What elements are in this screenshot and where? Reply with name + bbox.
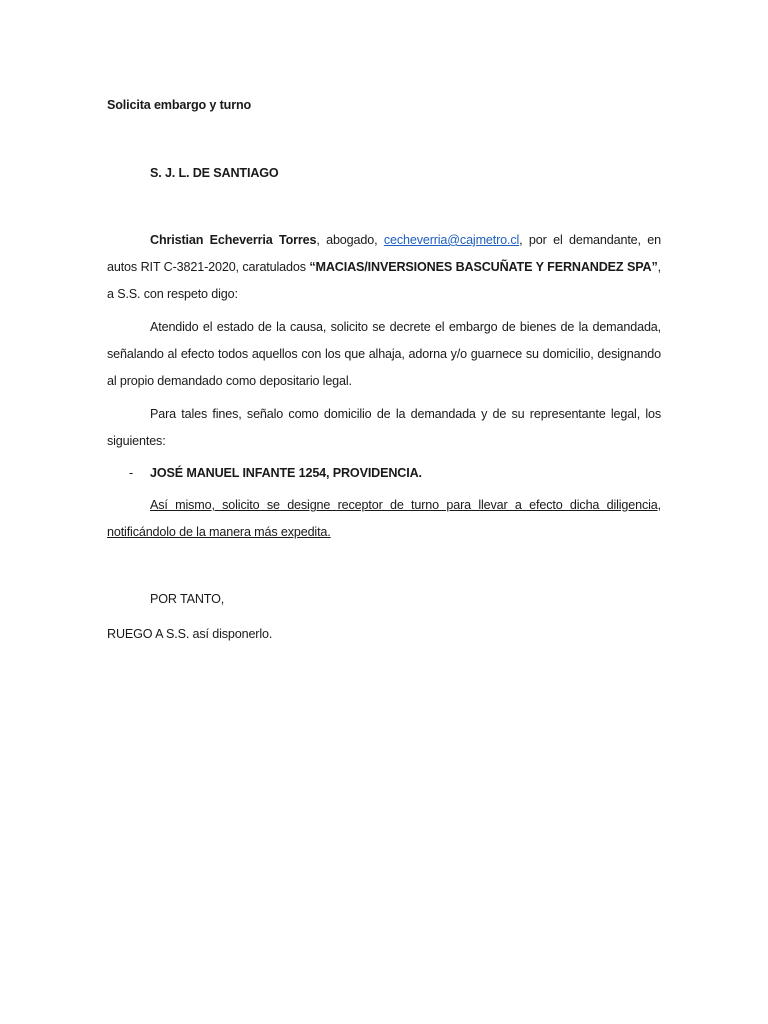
court-addressee: S. J. L. DE SANTIAGO <box>150 166 279 180</box>
ruego-closing: RUEGO A S.S. así disponerlo. <box>107 627 273 641</box>
por-tanto: POR TANTO, <box>150 592 225 606</box>
intro-text-1: , abogado, <box>316 233 384 247</box>
document-body <box>107 92 661 648</box>
list-bullet: - <box>129 466 134 480</box>
lawyer-name: Christian Echeverria Torres <box>150 233 317 247</box>
embargo-paragraph: Atendido el estado de la causa, solicito se decrete el embargo de bienes de la demandada, señalando al efecto todos aquellos con los que alhaja, adorna y/o guarnece su domicilio, designando al propio demandado como depositario legal. <box>107 320 661 388</box>
turno-paragraph: Así mismo, solicito se designe receptor de turno para llevar a efecto dicha diligencia, notificándolo de la manera más expedita. <box>107 498 661 539</box>
document-summary: Solicita embargo y turno <box>107 98 252 112</box>
intro-paragraph <box>107 227 661 308</box>
email-link[interactable]: cecheverria@cajmetro.cl <box>383 233 520 247</box>
address-list-item <box>107 460 661 487</box>
domicilio-paragraph: Para tales fines, señalo como domicilio de la demandada y de su representante legal, los siguientes: <box>107 407 661 448</box>
address-text: JOSÉ MANUEL INFANTE 1254, PROVIDENCIA. <box>150 466 422 480</box>
case-title: “MACIAS/INVERSIONES BASCUÑATE Y FERNANDEZ SPA” <box>309 260 658 274</box>
intro-closing: , a S.S. con respeto digo: <box>107 260 661 301</box>
intro-text-2: , por el demandante, en autos RIT C-3821-2020, caratulados <box>107 233 661 274</box>
